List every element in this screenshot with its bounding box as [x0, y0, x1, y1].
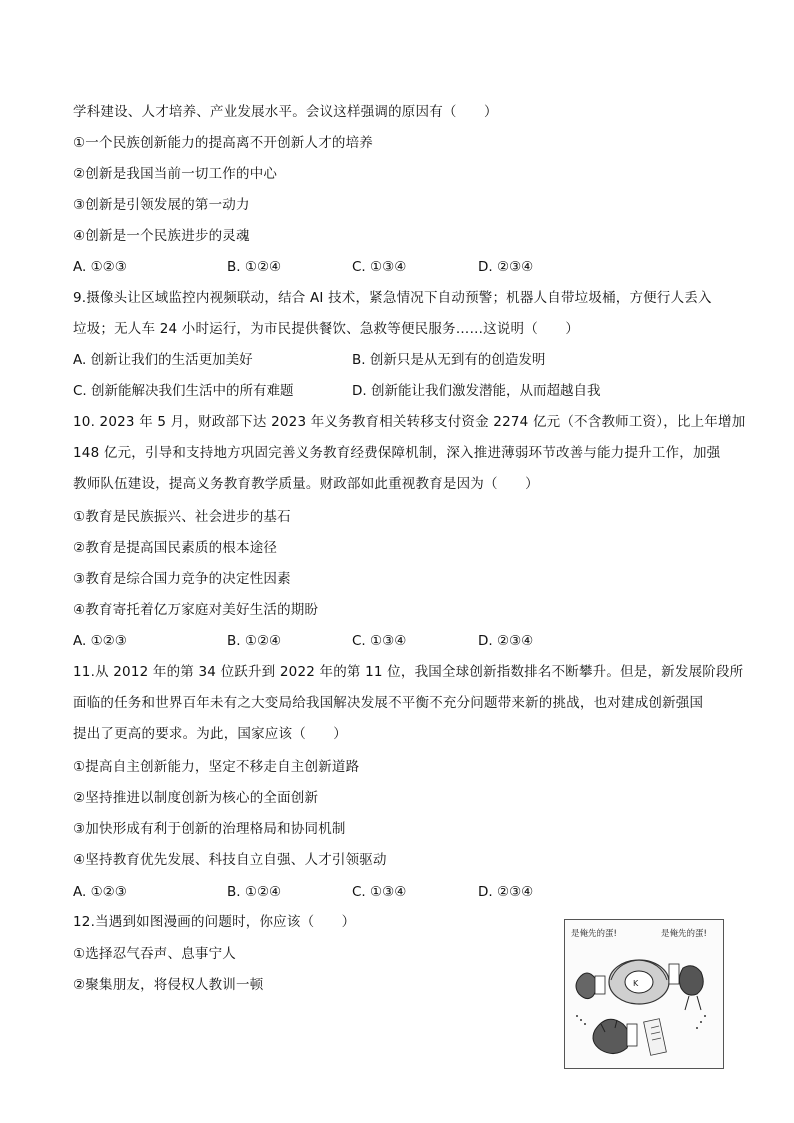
q11-option-c[interactable]: C. ①③④ [352, 884, 407, 900]
q8-stem-tail: 学科建设、人才培养、产业发展水平。会议这样强调的原因有（ ） [73, 104, 498, 120]
svg-text:K: K [633, 979, 639, 988]
q11-item-1: ①提高自主创新能力，坚定不移走自主创新道路 [73, 759, 360, 775]
q8-option-d[interactable]: D. ②③④ [478, 259, 534, 275]
cartoon-drawing [565, 920, 723, 1068]
q10-stem-line-1: 10. 2023 年 5 月，财政部下达 2023 年义务教育相关转移支付资金 2274 亿元（不含教师工资），比上年增加 [73, 414, 746, 430]
q11-item-3: ③加快形成有利于创新的治理格局和协同机制 [73, 821, 346, 837]
q8-option-a[interactable]: A. ①②③ [73, 259, 127, 275]
q12-item-2: ②聚集朋友，将侵权人教训一顿 [73, 977, 264, 993]
q11-option-a[interactable]: A. ①②③ [73, 884, 127, 900]
left-creature-icon [576, 973, 605, 999]
q10-item-3: ③教育是综合国力竞争的决定性因素 [73, 571, 291, 587]
q10-item-1: ①教育是民族振兴、社会进步的基石 [73, 509, 291, 525]
q11-item-4: ④坚持教育优先发展、科技自立自强、人才引领驱动 [73, 852, 387, 868]
q10-option-a[interactable]: A. ①②③ [73, 633, 127, 649]
q10-option-b[interactable]: B. ①②④ [227, 633, 282, 649]
q12-item-1: ①选择忍气吞声、息事宁人 [73, 946, 237, 962]
q8-item-2: ②创新是我国当前一切工作的中心 [73, 166, 278, 182]
q8-item-3: ③创新是引领发展的第一动力 [73, 197, 250, 213]
q11-stem-line-1: 11.从 2012 年的第 34 位跃升到 2022 年的第 11 位，我国全球创新指数排名不断攀升。但是，新发展阶段所 [73, 664, 744, 680]
q10-item-4: ④教育寄托着亿万家庭对美好生活的期盼 [73, 602, 319, 618]
q10-option-c[interactable]: C. ①③④ [352, 633, 407, 649]
q8-option-b[interactable]: B. ①②④ [227, 259, 282, 275]
q9-stem-line-2: 垃圾；无人车 24 小时运行，为市民提供餐饮、急救等便民服务……这说明（ ） [73, 321, 580, 337]
q11-option-d[interactable]: D. ②③④ [478, 884, 534, 900]
q8-item-1: ①一个民族创新能力的提高离不开创新人才的培养 [73, 135, 374, 151]
motion-dots-icon [576, 1015, 706, 1029]
q10-item-2: ②教育是提高国民素质的根本途径 [73, 540, 278, 556]
bottom-creature-icon [593, 1019, 637, 1053]
q12-cartoon [564, 919, 724, 1069]
q12-stem: 12.当遇到如图漫画的问题时，你应该（ ） [73, 914, 356, 930]
q8-option-c[interactable]: C. ①③④ [352, 259, 407, 275]
q11-stem-line-2: 面临的任务和世界百年未有之大变局给我国解决发展不平衡不充分问题带来新的挑战，也对建成创新强国 [73, 695, 704, 711]
q9-option-a[interactable]: A. 创新让我们的生活更加美好 [73, 352, 253, 368]
q9-option-b[interactable]: B. 创新只是从无到有的创造发明 [352, 352, 546, 368]
q9-stem-line-1: 9.摄像头让区域监控内视频联动，结合 AI 技术，紧急情况下自动预警；机器人自带垃圾桶，方便行人丢入 [73, 290, 712, 306]
q11-stem-line-3: 提出了更高的要求。为此，国家应该（ ） [73, 726, 347, 742]
right-creature-icon [669, 964, 703, 1010]
q9-option-c[interactable]: C. 创新能解决我们生活中的所有难题 [73, 383, 294, 399]
cartoon-speech-right: 是俺先的蛋! [661, 929, 707, 939]
q11-option-b[interactable]: B. ①②④ [227, 884, 282, 900]
q11-item-2: ②坚持推进以制度创新为核心的全面创新 [73, 790, 319, 806]
q10-stem-line-3: 教师队伍建设，提高义务教育教学质量。财政部如此重视教育是因为（ ） [73, 476, 539, 492]
sign-icon [644, 1019, 667, 1056]
q10-option-d[interactable]: D. ②③④ [478, 633, 534, 649]
cartoon-speech-left: 是俺先的蛋! [571, 929, 617, 939]
q10-stem-line-2: 148 亿元，引导和支持地方巩固完善义务教育经费保障机制，深入推进薄弱环节改善与能力提升工作，加强 [73, 445, 721, 461]
egg-nest-icon [609, 960, 669, 1004]
q8-item-4: ④创新是一个民族进步的灵魂 [73, 228, 250, 244]
q9-option-d[interactable]: D. 创新能让我们激发潜能，从而超越自我 [352, 383, 601, 399]
